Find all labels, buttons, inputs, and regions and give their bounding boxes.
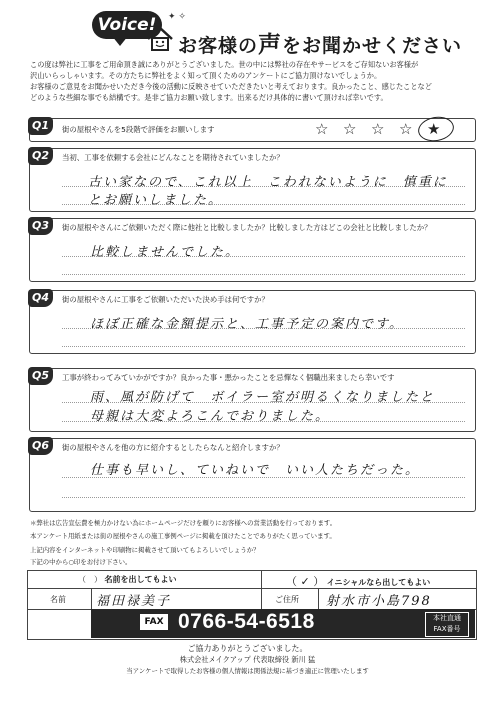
note-line: ＊弊社は広告宣伝費を極力かけない為にホームページだけを頼りにお客様への営業活動を行っております。 bbox=[30, 519, 337, 527]
house-smile-icon bbox=[146, 26, 174, 52]
question-badge: Q3 bbox=[28, 217, 53, 235]
question-badge: Q2 bbox=[28, 147, 53, 165]
rating-star-icon[interactable]: ☆ bbox=[399, 120, 413, 138]
question-text: 工事が終わってみていかがですか？良かった事・悪かったことを忌憚なく個職出来ましたら幸いです bbox=[62, 373, 395, 382]
question-4 bbox=[29, 290, 476, 354]
intro-line: お客様のご意見をお聞かせいただき今後の活動に反映させていただきたいと考えております。良かったこと、感じたことなど bbox=[30, 82, 432, 91]
consent-option-initial-mark: （ ✓ ） bbox=[286, 575, 325, 588]
question-text: 街の屋根やさんにご依頼いただく際に他社と比較しましたか？比較しました方はどこの会社と比較しましたか？ bbox=[62, 223, 432, 232]
consent-option-initial[interactable] bbox=[286, 573, 430, 589]
name-label: 名前 bbox=[50, 595, 66, 604]
consent-option-name-label: 名前を出してもよい bbox=[104, 575, 177, 584]
question-text: 街の屋根やさんに工事をご依頼いただいた決め手は何ですか？ bbox=[62, 295, 269, 304]
question-6 bbox=[29, 438, 476, 512]
rating-star-icon[interactable]: ☆ bbox=[371, 120, 385, 138]
address-value[interactable]: 射水市小島798 bbox=[326, 594, 432, 609]
note-line: 上記内容をインターネットや印刷物に掲載させて頂いてもよろしいでしょうか？ bbox=[30, 546, 260, 554]
consent-option-name[interactable] bbox=[78, 574, 177, 585]
question-5 bbox=[29, 368, 476, 432]
rating-star-icon[interactable]: ☆ bbox=[315, 120, 329, 138]
question-text: 街の屋根やさんを他の方に紹介するとしたらなんと紹介しますか？ bbox=[62, 443, 284, 452]
voice-badge-tail bbox=[112, 36, 128, 46]
answer-line bbox=[62, 274, 465, 275]
footer-company: 株式会社メイクアップ 代表取締役 新川 猛 bbox=[179, 655, 316, 664]
answer-text: 仕事も早いし、ていねいで いい人たちだった。 bbox=[90, 463, 421, 478]
fax-badge: 本社直通 FAX番号 bbox=[425, 612, 469, 637]
answer-text: ほぼ正確な金額提示と、工事予定の案内です。 bbox=[90, 317, 404, 332]
answer-text: 母親は大変よろこんでおりました。 bbox=[90, 409, 331, 424]
selected-rating-circle bbox=[416, 114, 456, 144]
answer-line bbox=[62, 346, 465, 347]
intro-line: この度は弊社に工事をご用命頂き誠にありがとうございました。世の中には弊社の存在やサービスをご存知ないお客様が bbox=[30, 60, 419, 69]
consent-option-initial-label: イニシャルなら出してもよい bbox=[326, 578, 431, 587]
note-line: 本アンケート用紙または街の屋根やさんの施工事例ページに掲載を頂けたことでありがたく思っています。 bbox=[30, 532, 336, 540]
question-text: 当初、工事を依頼する会社にどんなことを期待されていましたか？ bbox=[62, 153, 284, 162]
consent-option-name-mark: （ ） bbox=[78, 575, 102, 584]
answer-text: とお願いしました。 bbox=[88, 193, 224, 208]
name-value[interactable]: 福田禄美子 bbox=[96, 594, 172, 609]
note-line: 下記の中から○印をお付け下さい。 bbox=[30, 558, 132, 566]
question-badge: Q5 bbox=[28, 367, 53, 385]
footer-privacy: 当アンケートで取得したお客様の個人情報は関係法規に基づき適正に管理いたします bbox=[126, 667, 369, 675]
answer-text: 比較しませんでした。 bbox=[90, 245, 241, 260]
answer-text: 雨、風が防げて ボイラー室が明るくなりましたと bbox=[90, 390, 436, 405]
answer-text: 古い家なので、これ以上 こわれないように 慎重に bbox=[88, 175, 448, 190]
question-2 bbox=[29, 148, 476, 212]
answer-line bbox=[62, 402, 465, 403]
fax-number: 0766-54-6518 bbox=[178, 610, 315, 633]
answer-line bbox=[62, 497, 465, 498]
intro-line: どのような些細な事でも結構です。是非ご協力お願い致します。出来るだけ具体的に書いて頂ければ幸いです。 bbox=[30, 93, 388, 102]
footer-thanks: ご協力ありがとうございました。 bbox=[187, 644, 308, 653]
rating-star-icon[interactable]: ☆ bbox=[343, 120, 357, 138]
answer-line bbox=[62, 421, 465, 422]
rating-star-icon[interactable]: ★ bbox=[427, 120, 441, 138]
answer-line bbox=[62, 186, 465, 187]
voice-badge: Voice! bbox=[92, 11, 162, 39]
question-3 bbox=[29, 218, 476, 282]
question-badge: Q1 bbox=[28, 117, 53, 135]
intro-line: 沢山いらっしゃいます。その方たちに弊社をよく知って頂くためのアンケートにご協力頂けないでしょうか。 bbox=[30, 71, 382, 80]
answer-line bbox=[62, 204, 465, 205]
question-badge: Q4 bbox=[28, 289, 53, 307]
sparkle-icon: ✦ ✧ bbox=[168, 12, 186, 22]
question-1 bbox=[29, 118, 476, 142]
answer-line bbox=[62, 328, 465, 329]
fax-icon: FAX bbox=[140, 614, 168, 630]
answer-line bbox=[62, 256, 465, 257]
question-badge: Q6 bbox=[28, 437, 53, 455]
question-text: 街の屋根やさんを5段階で評価をお願いします bbox=[62, 125, 215, 134]
address-label: ご住所 bbox=[275, 595, 299, 604]
answer-line bbox=[62, 477, 465, 478]
page-title: お客様の声をお聞かせください bbox=[178, 32, 463, 58]
